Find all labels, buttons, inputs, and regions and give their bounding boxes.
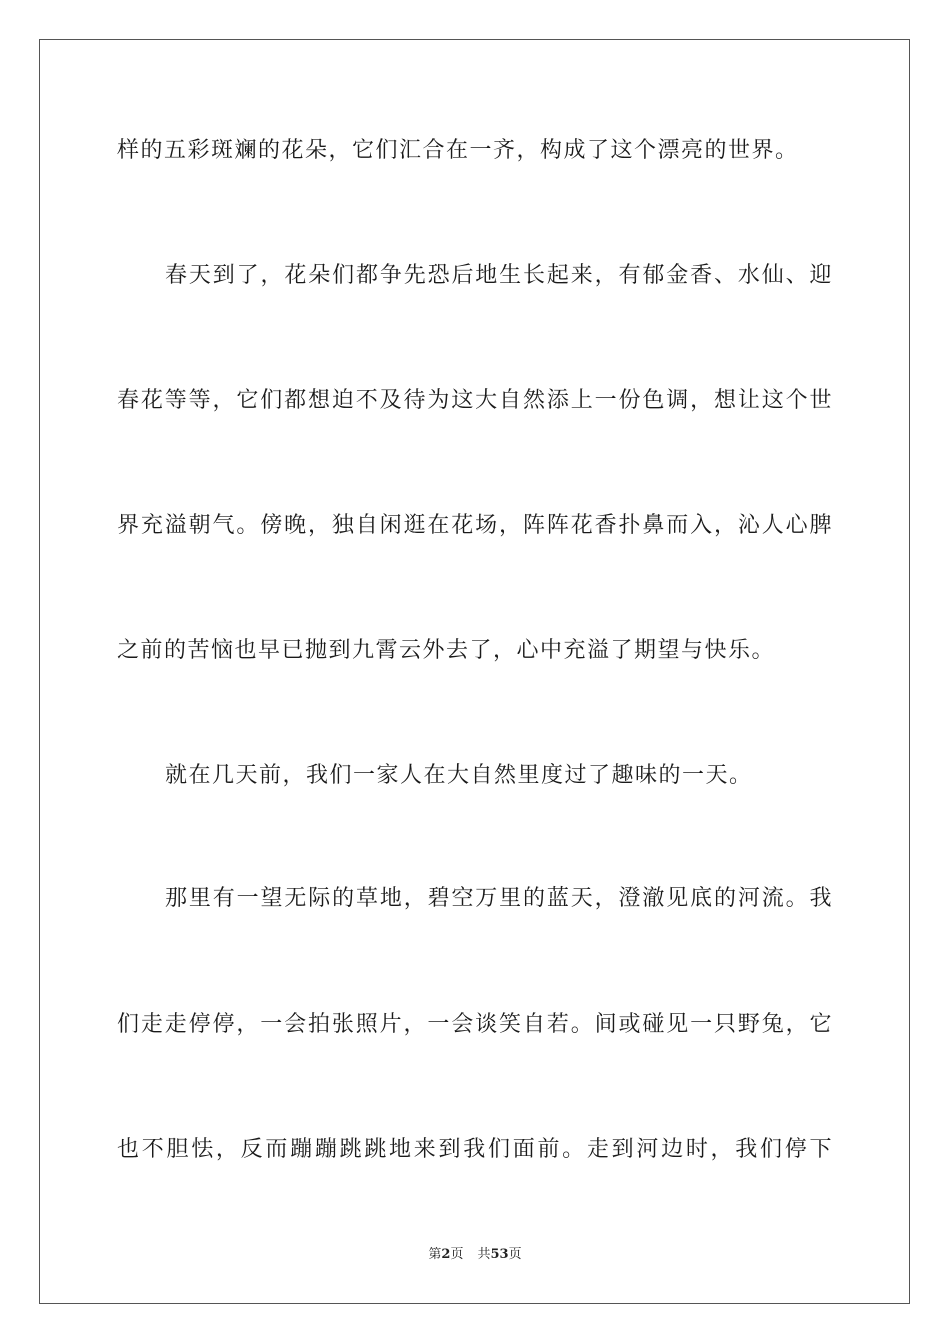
total-pages: 53 [490,1247,509,1262]
total-prefix: 共 [477,1247,491,1262]
page-number: 2 [441,1247,451,1262]
text-line-7: 那里有一望无际的草地，碧空万里的蓝天，澄澈见底的河流。我 [165,886,833,911]
text-line-5: 之前的苦恼也早已抛到九霄云外去了，心中充溢了期望与快乐。 [117,638,776,663]
page-border [39,39,910,1304]
text-line-4: 界充溢朝气。傍晚，独自闲逛在花场，阵阵花香扑鼻而入，沁人心脾 [117,513,833,538]
page-prefix: 第 [428,1247,442,1262]
text-line-9: 也不胆怯，反而蹦蹦跳跳地来到我们面前。走到河边时，我们停下 [117,1137,833,1162]
page-footer [0,1246,950,1264]
text-line-2: 春天到了，花朵们都争先恐后地生长起来，有郁金香、水仙、迎 [165,263,833,288]
page-suffix: 页 [450,1247,464,1262]
text-line-1: 样的五彩斑斓的花朵，它们汇合在一齐，构成了这个漂亮的世界。 [117,138,799,163]
text-line-3: 春花等等，它们都想迫不及待为这大自然添上一份色调，想让这个世 [117,388,833,413]
text-line-8: 们走走停停，一会拍张照片，一会谈笑自若。间或碰见一只野兔，它 [117,1012,833,1037]
text-line-6: 就在几天前，我们一家人在大自然里度过了趣味的一天。 [165,763,753,788]
total-suffix: 页 [508,1247,522,1262]
